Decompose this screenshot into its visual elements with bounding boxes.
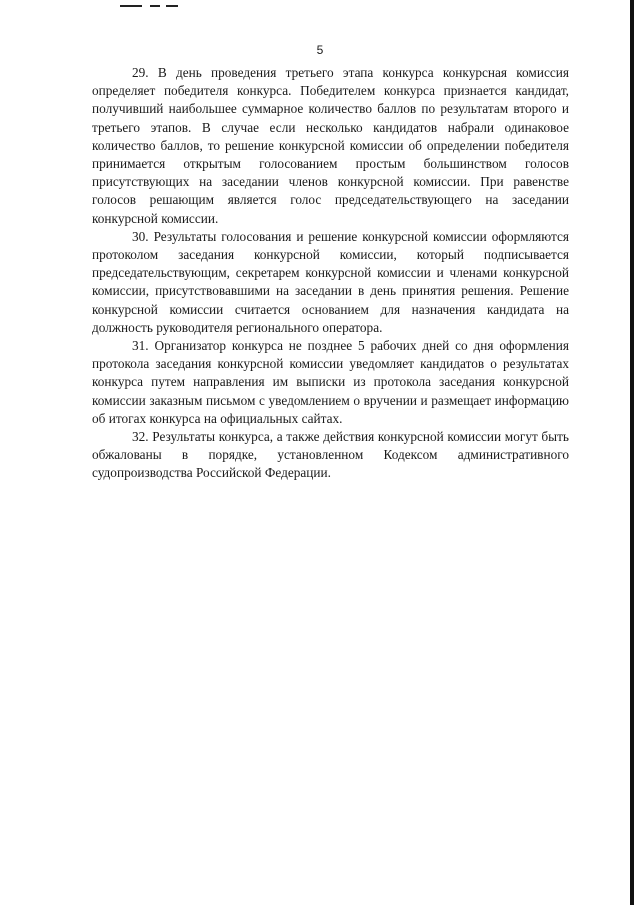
paragraph-30: 30. Результаты голосования и решение конкурсной комиссии оформляются протоколом заседания конкурсной комиссии, который подписывается председательствующим, секретарем конкурсной комиссии и членами конкурсной комиссии, присутствовавшими на заседании в день принятия решения. Решение конкурсной комиссии считается основанием для назначения кандидата на должность руководителя регионального оператора. bbox=[92, 228, 569, 335]
scan-artifact-dash bbox=[150, 5, 160, 7]
paragraph-31: 31. Организатор конкурса не позднее 5 рабочих дней со дня оформления протокола заседания конкурсной комиссии уведомляет кандидатов о результатах конкурса путем направления им выписки из протокола заседания конкурсной комиссии заказным письмом с уведомлением о вручении и размещает информацию об итогах конкурса на официальных сайтах. bbox=[92, 338, 569, 426]
page-number: 5 bbox=[316, 43, 324, 57]
paragraph-32: 32. Результаты конкурса, а также действия конкурсной комиссии могут быть обжалованы в порядке, установленном Кодексом административного судопроизводства Российской Федерации. bbox=[92, 429, 569, 481]
scan-artifact-dash bbox=[120, 5, 142, 7]
scan-artifact-dash bbox=[166, 5, 178, 7]
document-body bbox=[92, 64, 569, 483]
scan-artifact-edge bbox=[630, 0, 634, 905]
paragraph-29: 29. В день проведения третьего этапа конкурса конкурсная комиссия определяет победителя конкурса. Победителем конкурса признается кандидат, получивший наибольшее суммарное количество баллов по результатам второго и третьего этапов. В случае если несколько кандидатов набрали одинаковое количество баллов, то решение конкурсной комиссии об определении победителя принимается открытым голосованием простым большинством голосов присутствующих на заседании членов конкурсной комиссии. При равенстве голосов решающим является голос председательствующего на заседании конкурсной комиссии. bbox=[92, 65, 569, 226]
